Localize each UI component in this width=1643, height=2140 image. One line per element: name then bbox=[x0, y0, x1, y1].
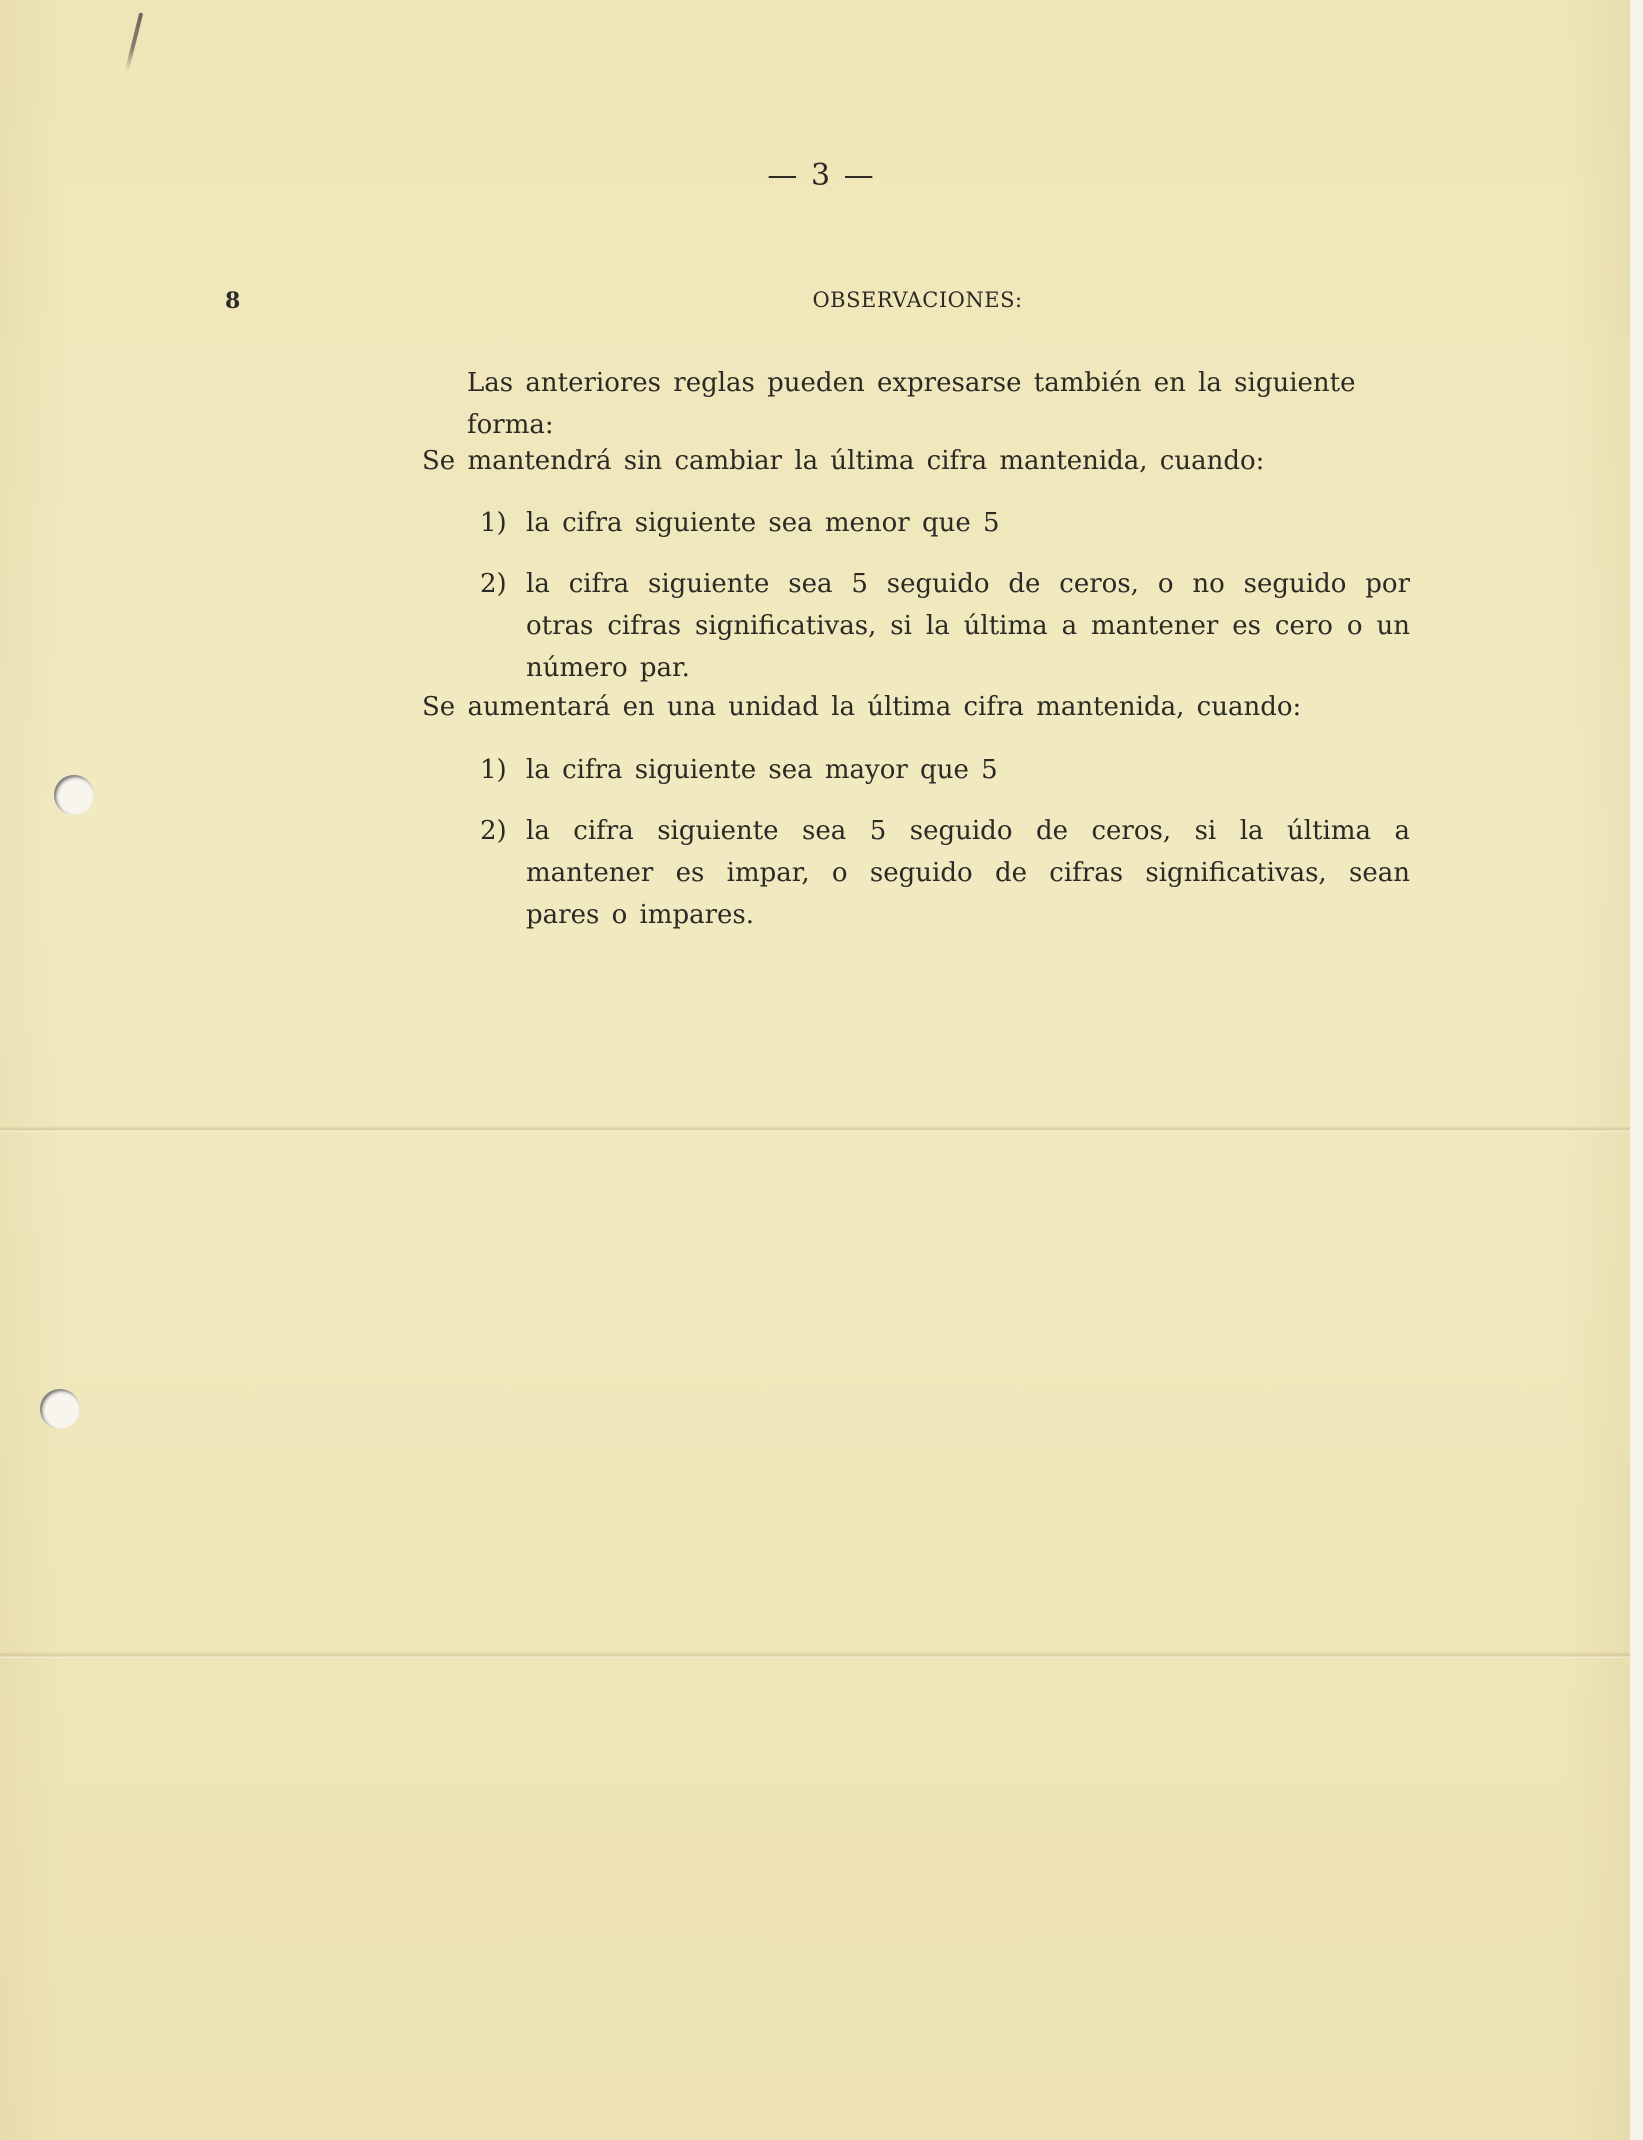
list-item bbox=[480, 810, 1410, 936]
page-number: — 3 — bbox=[767, 158, 876, 193]
list-item-text: la cifra siguiente sea 5 seguido de ceros, si la última a mantener es impar, o seguido de cifras significativas, sean pares o impares. bbox=[526, 816, 1410, 930]
section-title: OBSERVACIONES: bbox=[812, 288, 1023, 312]
list-item-number: 2) bbox=[480, 816, 507, 846]
pencil-mark bbox=[125, 12, 143, 71]
punch-hole bbox=[54, 775, 94, 815]
keep-rule-lead: Se mantendrá sin cambiar la última cifra mantenida, cuando: bbox=[422, 446, 1265, 476]
section-number: 8 bbox=[225, 288, 241, 314]
list-item-text: la cifra siguiente sea menor que 5 bbox=[526, 508, 1000, 538]
list-item bbox=[480, 502, 1410, 544]
increase-rule-lead: Se aumentará en una unidad la última cifra mantenida, cuando: bbox=[422, 692, 1302, 722]
list-item-number: 1) bbox=[480, 508, 507, 538]
list-item-text: la cifra siguiente sea 5 seguido de ceros, o no seguido por otras cifras significativas, si la última a mantener es cero o un número par. bbox=[526, 569, 1410, 683]
scan-background-edge bbox=[1630, 0, 1643, 2140]
list-item-number: 2) bbox=[480, 569, 507, 599]
list-item-text: la cifra siguiente sea mayor que 5 bbox=[526, 755, 998, 785]
paper-fold-line bbox=[0, 1652, 1630, 1658]
list-item bbox=[480, 749, 1410, 791]
intro-paragraph: Las anteriores reglas pueden expresarse también en la siguiente forma: bbox=[467, 368, 1356, 440]
list-item bbox=[480, 563, 1410, 689]
list-item-number: 1) bbox=[480, 755, 507, 785]
punch-hole bbox=[40, 1389, 80, 1429]
paper-fold-line bbox=[0, 1126, 1630, 1132]
